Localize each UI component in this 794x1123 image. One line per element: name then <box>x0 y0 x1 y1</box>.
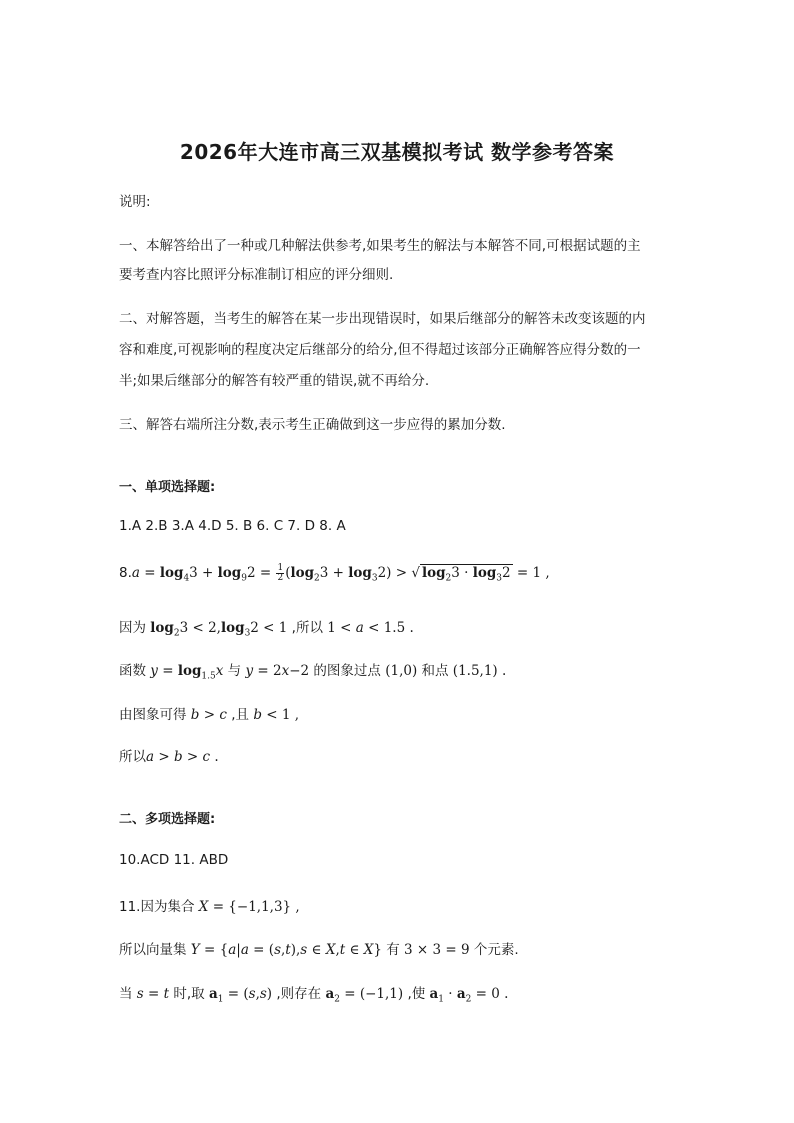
intro-paragraph-2-line-2: 容和难度,可视影响的程度决定后继部分的给分,但不得超过该部分正确解答应得分数的一 <box>119 342 641 358</box>
q8-function-math-1: $y = \log_{1.5}x$ <box>150 663 224 682</box>
q8-graph-text-1: 由图象可得 <box>119 707 187 723</box>
q8-graph-text-2: ,且 <box>231 707 250 723</box>
q8-function-line <box>119 659 679 682</box>
q8-conclusion-text: 所以 <box>119 749 146 765</box>
q11-case-line <box>119 982 679 1005</box>
q8-graph-line <box>119 703 679 723</box>
q11-vector-text-1: 所以向量集 <box>119 942 187 958</box>
q8-conclusion-math: a > b > c . <box>146 749 219 765</box>
q8-reason-math-1: $\log_23 < 2,\log_32 < 1$ <box>150 620 292 639</box>
q11-vector-text-3: 个元素. <box>473 942 519 958</box>
q11-vector-math-2: 3 × 3 = 9 <box>399 942 474 958</box>
q8-reason-text-2: ,所以 <box>291 620 323 636</box>
q11-case-math-2: $a_1 = (s,s)$ <box>208 986 277 1005</box>
q8-function-math-2: y = 2x−2 <box>245 663 314 679</box>
q8-function-text-1: 函数 <box>119 663 146 679</box>
section-1-answers: 1.A 2.B 3.A 4.D 5. B 6. C 7. D 8. A <box>119 518 346 534</box>
q11-case-text-2: 时,取 <box>173 986 205 1002</box>
document-title: 2026年大连市高三双基模拟考试 数学参考答案 <box>179 140 615 164</box>
intro-paragraph-1-line-1: 一、本解答给出了一种或几种解法供参考,如果考生的解法与本解答不同,可根据试题的主 <box>119 238 641 254</box>
q8-function-math-4: (1.5,1) . <box>448 663 507 679</box>
q8-reason-math-2: 1 < a < 1.5 . <box>322 620 414 636</box>
q11-case-text-4: ,使 <box>407 986 426 1002</box>
q11-case-math-4: $a_1 \cdot a_2 = 0$ . <box>429 986 509 1005</box>
q8-function-math-3: (1,0) <box>380 663 422 679</box>
q11-vector-text-2: 有 <box>386 942 400 958</box>
q11-case-math-3: $a_2 = (-1,1)$ <box>325 986 408 1005</box>
q8-formula: $a = \log_43 + \log_92$ = $\frac{1}{2}$ $(\log_23 + \log_32)$ > √ $\log_23 \cdot \log_32 = 1$ , <box>131 563 550 584</box>
intro-paragraph-2-line-1: 二、对解答题，当考生的解答在某一步出现错误时，如果后继部分的解答未改变该题的内 <box>119 311 646 327</box>
q8-graph-math-2: b < 1 , <box>253 707 300 723</box>
intro-label: 说明: <box>119 194 151 210</box>
q8-graph-math-1: b > c <box>190 707 227 723</box>
q8-reason-line <box>119 616 679 639</box>
q11-vector-math-1: Y = {a|a = (s,t),s ∈ X,t ∈ X} <box>190 942 387 958</box>
intro-paragraph-1-line-2: 要考查内容比照评分标准制订相应的评分细则. <box>119 267 394 283</box>
intro-paragraph-3: 三、解答右端所注分数,表示考生正确做到这一步应得的累加分数. <box>119 417 506 433</box>
q11-vector-set-line <box>119 938 679 958</box>
section-1-heading: 一、单项选择题: <box>119 480 216 495</box>
q8-number: 8. <box>119 565 132 581</box>
q8-reason-text-1: 因为 <box>119 620 146 636</box>
q8-conclusion-line <box>119 745 679 765</box>
q11-set-text: 11.因为集合 <box>119 899 195 915</box>
q11-set-line <box>119 895 679 915</box>
q11-case-text-1: 当 <box>119 986 133 1002</box>
q11-case-math-1: s = t <box>136 986 170 1002</box>
section-2-heading: 二、多项选择题: <box>119 812 216 827</box>
q8-function-text-3: 的图象过点 <box>313 663 381 679</box>
q8-function-text-4: 和点 <box>421 663 449 679</box>
section-2-answers: 10.ACD 11. ABD <box>119 852 229 868</box>
q11-case-text-3: ,则存在 <box>276 986 322 1002</box>
q11-set-math: X = {−1,1,3} , <box>198 899 300 915</box>
intro-paragraph-2-line-3: 半;如果后继部分的解答有较严重的错误,就不再给分. <box>119 373 430 389</box>
q8-function-text-2: 与 <box>227 663 242 679</box>
q8-formula-line <box>119 564 679 584</box>
